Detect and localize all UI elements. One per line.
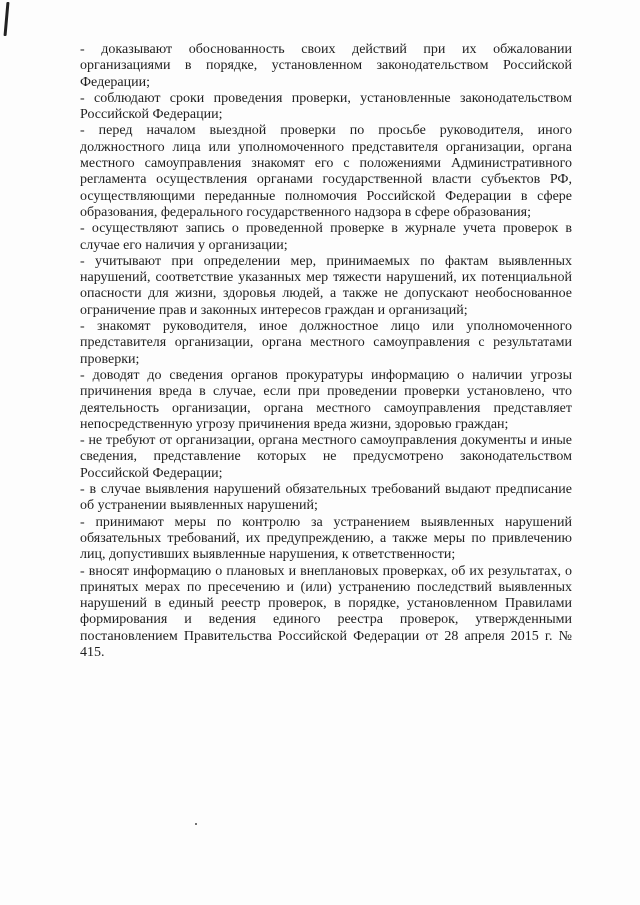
paragraph-4: - осуществляют запись о проведенной проверке в журнале учета проверок в случае его наличия у организации; [80, 221, 572, 253]
paragraph-5: - учитывают при определении мер, принимаемых по фактам выявленных нарушений, соответствие указанных мер тяжести нарушений, их потенциальной опасности для жизни, здоровья людей, а также не допускают необоснованное ограничение прав и законных интересов граждан и организаций; [80, 253, 572, 318]
paragraph-9: - в случае выявления нарушений обязательных требований выдают предписание об устранении выявленных нарушений; [80, 482, 572, 514]
paragraph-1: - доказывают обоснованность своих действий при их обжаловании организациями в порядке, установленном законодательством Российской Федерации; [80, 42, 572, 90]
paragraph-3: - перед началом выездной проверки по просьбе руководителя, иного должностного лица или уполномоченного представителя организации, органа местного самоуправления знакомят его с положениями Административного регламента осуществления органами государственной власти субъектов РФ, осуществляющими переданные полномочия Российской Федерации в сфере образования, федерального государственного надзора в сфере образования; [80, 123, 572, 220]
paragraph-7: - доводят до сведения органов прокуратуры информацию о наличии угрозы причинения вреда в случае, если при проведении проверки установлено, что деятельность организации, органа местного самоуправления представляет непосредственную угрозу причинения вреда жизни, здоровью граждан; [80, 367, 572, 432]
paragraph-8: - не требуют от организации, органа местного самоуправления документы и иные сведения, представление которых не предусмотрено законодательством Российской Федерации; [80, 433, 572, 481]
scan-margin-mark [4, 2, 10, 36]
paragraph-2: - соблюдают сроки проведения проверки, установленные законодательством Российской Федерации; [80, 90, 572, 123]
paragraph-10: - принимают меры по контролю за устранением выявленных нарушений обязательных требований, их предупреждению, а также меры по привлечению лиц, допустивших выявленные нарушения, к ответственности; [80, 514, 572, 563]
paragraph-6: - знакомят руководителя, иное должностное лицо или уполномоченного представителя организации, органа местного самоуправления с результатами проверки; [80, 319, 572, 367]
scan-speck [195, 823, 197, 825]
document-body [80, 42, 572, 661]
paragraph-11: - вносят информацию о плановых и внеплановых проверках, об их результатах, о принятых мерах по пресечению и (или) устранению последствий выявленных нарушений в единый реестр проверок, в порядке, установленном Правилами формирования и ведения единого реестра проверок, утвержденными постановлением Правительства Российской Федерации от 28 апреля 2015 г. № 415. [80, 563, 572, 660]
